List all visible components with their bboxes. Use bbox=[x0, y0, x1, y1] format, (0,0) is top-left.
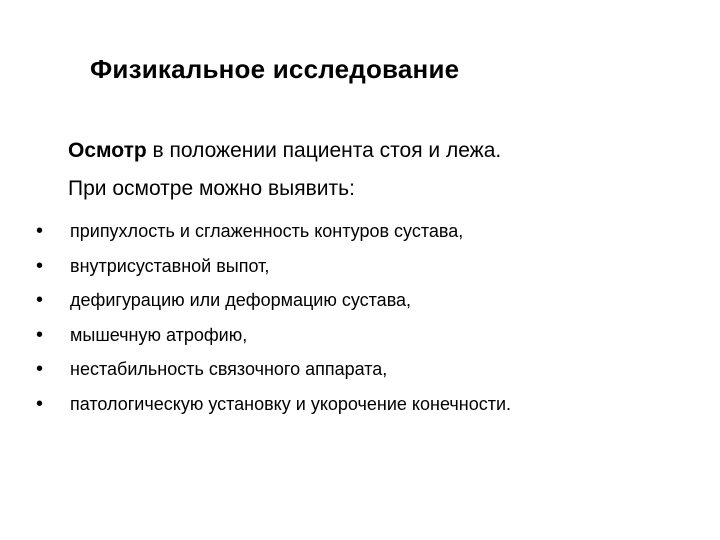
exam-paragraph bbox=[68, 139, 501, 163]
slide-title: Физикальное исследование bbox=[90, 54, 460, 84]
bullet-icon: • bbox=[36, 323, 44, 346]
bullet-icon: • bbox=[36, 392, 44, 415]
exam-description: в положении пациента стоя и лежа. bbox=[146, 139, 502, 162]
findings-intro: При осмотре можно выявить: bbox=[68, 177, 355, 200]
list-item-text: патологическую установку и укорочение конечности. bbox=[70, 393, 511, 414]
bullet-icon: • bbox=[36, 220, 44, 242]
list-item-text: припухлость и сглаженность контуров сустава, bbox=[70, 221, 464, 241]
list-item-text: нестабильность связочного аппарата, bbox=[70, 359, 388, 379]
list-item-text: внутрисуставной выпот, bbox=[70, 255, 270, 276]
list-item-text: дефигурацию или деформацию сустава, bbox=[70, 290, 412, 310]
exam-term: Осмотр bbox=[68, 139, 147, 162]
bullet-icon: • bbox=[36, 289, 44, 311]
list-item-text: мышечную атрофию, bbox=[70, 324, 248, 345]
bullet-icon: • bbox=[36, 254, 44, 277]
bullet-icon: • bbox=[36, 358, 44, 380]
